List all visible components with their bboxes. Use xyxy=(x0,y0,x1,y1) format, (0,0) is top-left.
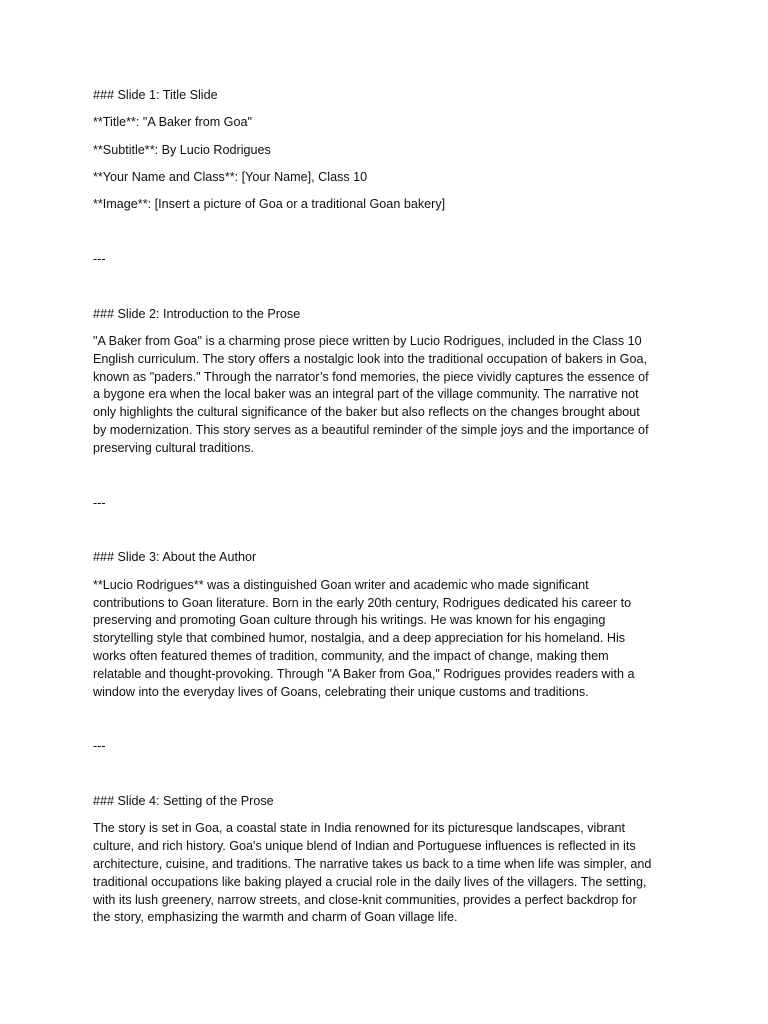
slide1-subtitle-line: **Subtitle**: By Lucio Rodrigues xyxy=(93,142,271,157)
paragraph-line: **Lucio Rodrigues** was a distinguished Goan writer and academic who made significant xyxy=(93,577,589,592)
separator: --- xyxy=(93,251,106,266)
paragraph-line: window into the everyday lives of Goans, celebrating their unique customs and traditions. xyxy=(93,684,589,699)
paragraph-line: culture, and rich history. Goa's unique blend of Indian and Portuguese influences is reflected in its xyxy=(93,839,636,854)
paragraph-line: relatable and thought-provoking. Through "A Baker from Goa," Rodrigues provides readers with a xyxy=(93,666,635,681)
slide3-heading: ### Slide 3: About the Author xyxy=(93,550,257,565)
slide4-paragraph xyxy=(93,820,683,927)
document-page xyxy=(93,87,683,927)
separator: --- xyxy=(93,495,106,510)
paragraph-line: known as "paders." Through the narrator’s fond memories, the piece vividly captures the essence of xyxy=(93,369,649,384)
slide2-paragraph xyxy=(93,333,683,458)
paragraph-line: contributions to Goan literature. Born in the early 20th century, Rodrigues dedicated his career to xyxy=(93,595,632,610)
paragraph-line: preserving and promoting Goan culture through his writings. He was known for his engaging xyxy=(93,613,606,628)
paragraph-line: the story, emphasizing the warmth and charm of Goan village life. xyxy=(93,910,458,925)
paragraph-line: storytelling style that combined humor, nostalgia, and a deep appreciation for his homeland. His xyxy=(93,631,626,646)
slide3-paragraph xyxy=(93,577,683,702)
paragraph-line: The story is set in Goa, a coastal state in India renowned for its picturesque landscapes, vibrant xyxy=(93,821,626,836)
slide1-heading: ### Slide 1: Title Slide xyxy=(93,88,218,102)
paragraph-line: preserving cultural traditions. xyxy=(93,440,254,455)
paragraph-line: works often featured themes of tradition, community, and the impact of change, making them xyxy=(93,648,609,663)
paragraph-line: English curriculum. The story offers a nostalgic look into the traditional occupation of bakers in Goa, xyxy=(93,351,647,366)
slide2-heading: ### Slide 2: Introduction to the Prose xyxy=(93,306,301,321)
paragraph-line: with its lush greenery, narrow streets, and close-knit communities, provides a perfect backdrop for xyxy=(93,892,637,907)
slide4-heading: ### Slide 4: Setting of the Prose xyxy=(93,794,274,809)
slide1-image-line: **Image**: [Insert a picture of Goa or a traditional Goan bakery] xyxy=(93,197,446,212)
paragraph-line: only highlights the cultural significance of the baker but also reflects on the changes brought about xyxy=(93,405,640,420)
paragraph-line: architecture, cuisine, and traditions. The narrative takes us back to a time when life was simpler, and xyxy=(93,857,652,872)
separator: --- xyxy=(93,739,106,754)
paragraph-line: by modernization. This story serves as a beautiful reminder of the simple joys and the importance of xyxy=(93,423,649,438)
slide1-title-line: **Title**: "A Baker from Goa" xyxy=(93,115,252,130)
paragraph-line: a bygone era when the local baker was an integral part of the village community. The narrative not xyxy=(93,387,639,402)
paragraph-line: "A Baker from Goa" is a charming prose piece written by Lucio Rodrigues, included in the Class 10 xyxy=(93,334,642,349)
slide1-name-line: **Your Name and Class**: [Your Name], Class 10 xyxy=(93,169,368,184)
paragraph-line: traditional occupations like baking played a crucial role in the daily lives of the villagers. The setting, xyxy=(93,874,647,889)
